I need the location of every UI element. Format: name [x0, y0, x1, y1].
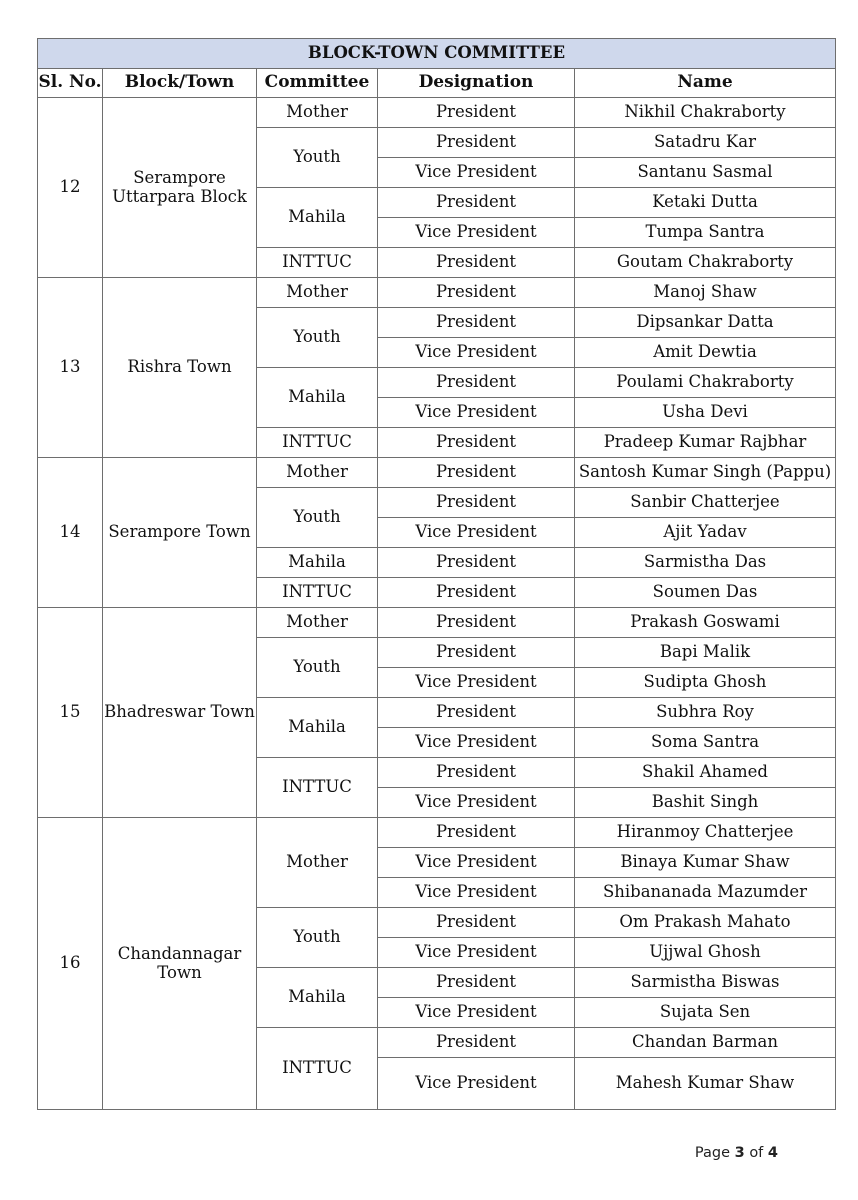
page-of-label: of [749, 1145, 764, 1161]
header-name: Name [575, 69, 836, 98]
cell-name: Ujjwal Ghosh [575, 938, 836, 968]
cell-designation: Vice President [378, 668, 575, 698]
cell-designation: Vice President [378, 398, 575, 428]
cell-name: Manoj Shaw [575, 278, 836, 308]
cell-committee: Youth [257, 638, 378, 698]
cell-designation: President [378, 578, 575, 608]
cell-designation: President [378, 908, 575, 938]
cell-designation: President [378, 278, 575, 308]
cell-name: Poulami Chakraborty [575, 368, 836, 398]
cell-committee: Mother [257, 278, 378, 308]
cell-name: Soma Santra [575, 728, 836, 758]
cell-committee: Mahila [257, 368, 378, 428]
cell-designation: President [378, 818, 575, 848]
cell-designation: Vice President [378, 998, 575, 1028]
cell-designation: Vice President [378, 878, 575, 908]
cell-sl-no: 13 [38, 278, 103, 458]
cell-sl-no: 15 [38, 608, 103, 818]
header-sl-no: Sl. No. [38, 69, 103, 98]
cell-designation: President [378, 1028, 575, 1058]
cell-name: Om Prakash Mahato [575, 908, 836, 938]
cell-committee: INTTUC [257, 428, 378, 458]
cell-committee: INTTUC [257, 578, 378, 608]
cell-designation: President [378, 308, 575, 338]
cell-designation: Vice President [378, 938, 575, 968]
cell-designation: President [378, 248, 575, 278]
cell-name: Soumen Das [575, 578, 836, 608]
cell-committee: INTTUC [257, 248, 378, 278]
cell-name: Sudipta Ghosh [575, 668, 836, 698]
cell-designation: President [378, 188, 575, 218]
cell-name: Sujata Sen [575, 998, 836, 1028]
cell-designation: President [378, 458, 575, 488]
cell-name: Satadru Kar [575, 128, 836, 158]
table-title: BLOCK-TOWN COMMITTEE [38, 39, 836, 69]
cell-name: Usha Devi [575, 398, 836, 428]
cell-designation: President [378, 698, 575, 728]
header-designation: Designation [378, 69, 575, 98]
cell-name: Amit Dewtia [575, 338, 836, 368]
cell-designation: Vice President [378, 158, 575, 188]
cell-designation: President [378, 128, 575, 158]
cell-designation: President [378, 98, 575, 128]
cell-block-town: Chandannagar Town [103, 818, 257, 1110]
cell-designation: President [378, 428, 575, 458]
cell-name: Bapi Malik [575, 638, 836, 668]
page-label: Page [694, 1145, 730, 1161]
cell-name: Ketaki Dutta [575, 188, 836, 218]
cell-name: Sarmistha Biswas [575, 968, 836, 998]
cell-name: Chandan Barman [575, 1028, 836, 1058]
committee-table [37, 38, 836, 1110]
table-row [38, 818, 836, 848]
page-footer [695, 1145, 778, 1161]
cell-designation: President [378, 368, 575, 398]
cell-designation: President [378, 548, 575, 578]
cell-committee: Mahila [257, 968, 378, 1028]
page-total: 4 [767, 1145, 778, 1161]
cell-name: Subhra Roy [575, 698, 836, 728]
cell-designation: President [378, 758, 575, 788]
cell-committee: Mother [257, 818, 378, 908]
table-row [38, 458, 836, 488]
page-current: 3 [734, 1145, 745, 1161]
table-header-row [38, 69, 836, 98]
cell-sl-no: 12 [38, 98, 103, 278]
cell-committee: Youth [257, 488, 378, 548]
cell-block-town: Bhadreswar Town [103, 608, 257, 818]
header-block-town: Block/Town [103, 69, 257, 98]
cell-designation: President [378, 968, 575, 998]
cell-block-town: Serampore Uttarpara Block [103, 98, 257, 278]
table-row [38, 278, 836, 308]
cell-committee: INTTUC [257, 1028, 378, 1110]
cell-designation: Vice President [378, 728, 575, 758]
cell-committee: Mahila [257, 698, 378, 758]
cell-designation: Vice President [378, 338, 575, 368]
cell-name: Ajit Yadav [575, 518, 836, 548]
cell-name: Sanbir Chatterjee [575, 488, 836, 518]
cell-committee: Youth [257, 908, 378, 968]
cell-name: Dipsankar Datta [575, 308, 836, 338]
table-title-row [38, 39, 836, 69]
cell-name: Santosh Kumar Singh (Pappu) [575, 458, 836, 488]
cell-name: Santanu Sasmal [575, 158, 836, 188]
table-body [38, 98, 836, 1110]
cell-block-town: Serampore Town [103, 458, 257, 608]
cell-sl-no: 16 [38, 818, 103, 1110]
cell-name: Tumpa Santra [575, 218, 836, 248]
cell-committee: Mother [257, 458, 378, 488]
cell-name: Sarmistha Das [575, 548, 836, 578]
cell-name: Shibananada Mazumder [575, 878, 836, 908]
header-committee: Committee [257, 69, 378, 98]
cell-committee: Mahila [257, 548, 378, 578]
cell-committee: Youth [257, 308, 378, 368]
cell-name: Nikhil Chakraborty [575, 98, 836, 128]
cell-name: Shakil Ahamed [575, 758, 836, 788]
cell-name: Goutam Chakraborty [575, 248, 836, 278]
cell-committee: Mother [257, 98, 378, 128]
cell-committee: INTTUC [257, 758, 378, 818]
table-row [38, 98, 836, 128]
cell-committee: Mother [257, 608, 378, 638]
cell-name: Binaya Kumar Shaw [575, 848, 836, 878]
cell-designation: Vice President [378, 848, 575, 878]
cell-name: Bashit Singh [575, 788, 836, 818]
cell-name: Mahesh Kumar Shaw [575, 1058, 836, 1110]
cell-designation: President [378, 488, 575, 518]
cell-sl-no: 14 [38, 458, 103, 608]
cell-designation: Vice President [378, 518, 575, 548]
cell-name: Pradeep Kumar Rajbhar [575, 428, 836, 458]
cell-designation: Vice President [378, 1058, 575, 1110]
cell-designation: President [378, 638, 575, 668]
cell-committee: Mahila [257, 188, 378, 248]
cell-designation: Vice President [378, 788, 575, 818]
cell-name: Prakash Goswami [575, 608, 836, 638]
cell-block-town: Rishra Town [103, 278, 257, 458]
cell-name: Hiranmoy Chatterjee [575, 818, 836, 848]
table-row [38, 608, 836, 638]
cell-designation: Vice President [378, 218, 575, 248]
cell-designation: President [378, 608, 575, 638]
cell-committee: Youth [257, 128, 378, 188]
